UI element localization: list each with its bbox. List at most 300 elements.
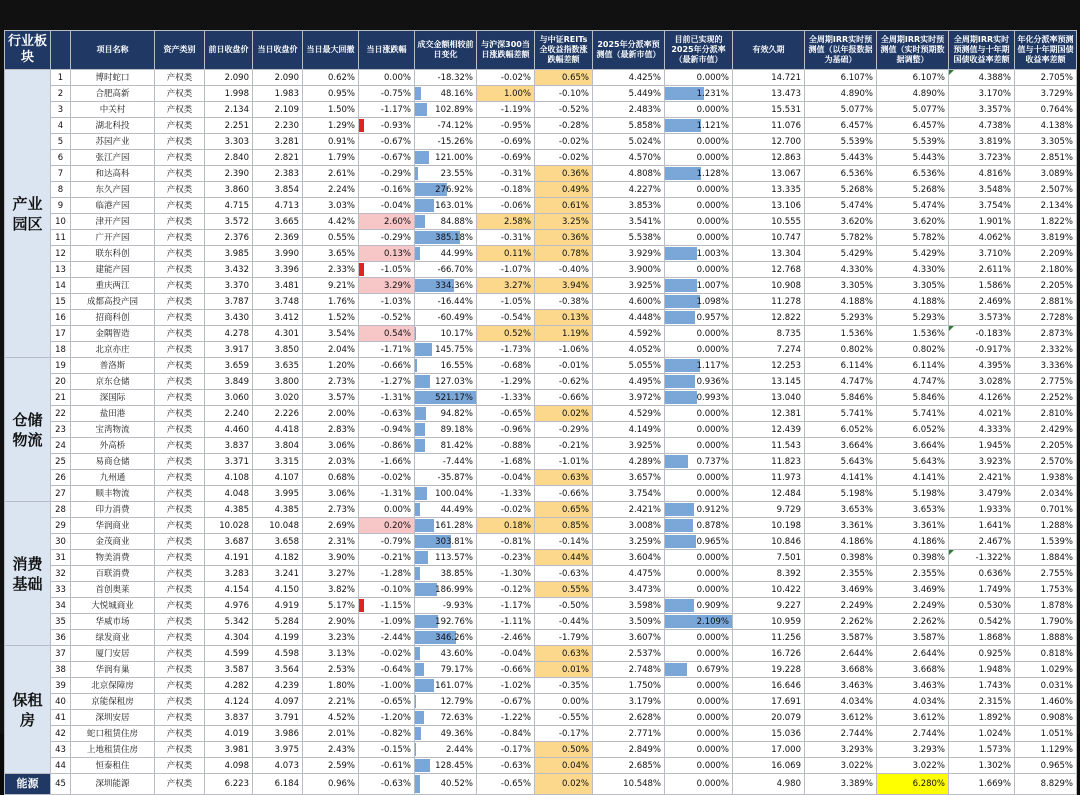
table-row[interactable] bbox=[5, 566, 1077, 582]
prev-close[interactable]: 3.303 bbox=[205, 134, 253, 150]
irr-spread[interactable]: 1.669% bbox=[949, 774, 1015, 795]
irr-full[interactable]: 5.443% bbox=[805, 150, 877, 166]
dist-2025[interactable]: 5.538% bbox=[593, 230, 665, 246]
dist-realized[interactable] bbox=[665, 278, 733, 294]
vs-hs300[interactable]: -0.02% bbox=[477, 70, 535, 86]
daily-change[interactable]: -0.67% bbox=[359, 134, 415, 150]
dist-2025[interactable]: 3.179% bbox=[593, 694, 665, 710]
prev-close[interactable]: 4.098 bbox=[205, 758, 253, 774]
daily-change[interactable] bbox=[359, 118, 415, 134]
dist-spread[interactable]: 1.888% bbox=[1015, 630, 1077, 646]
dist-spread[interactable]: 2.034% bbox=[1015, 486, 1077, 502]
prev-close[interactable]: 3.572 bbox=[205, 214, 253, 230]
project-name[interactable]: 合肥高新 bbox=[71, 86, 155, 102]
vs-reits-index[interactable]: -0.10% bbox=[535, 86, 593, 102]
max-drawdown[interactable]: 0.55% bbox=[303, 230, 359, 246]
comment-marker-icon[interactable] bbox=[949, 326, 954, 331]
prev-close[interactable]: 3.659 bbox=[205, 358, 253, 374]
irr-spread[interactable]: 1.586% bbox=[949, 278, 1015, 294]
close[interactable]: 3.412 bbox=[253, 310, 303, 326]
daily-change[interactable]: -1.31% bbox=[359, 486, 415, 502]
max-drawdown[interactable]: 3.57% bbox=[303, 390, 359, 406]
vs-reits-index[interactable]: -0.14% bbox=[535, 534, 593, 550]
dist-spread[interactable]: 2.881% bbox=[1015, 294, 1077, 310]
close[interactable]: 3.990 bbox=[253, 246, 303, 262]
duration[interactable]: 13.067 bbox=[733, 166, 805, 182]
irr-full[interactable]: 6.107% bbox=[805, 70, 877, 86]
vs-reits-index[interactable]: 1.19% bbox=[535, 326, 593, 342]
turnover-change[interactable] bbox=[415, 118, 477, 134]
irr-adjusted[interactable]: 5.741% bbox=[877, 406, 949, 422]
vs-reits-index[interactable]: 0.36% bbox=[535, 166, 593, 182]
dist-spread[interactable]: 2.705% bbox=[1015, 70, 1077, 86]
turnover-change[interactable] bbox=[415, 742, 477, 758]
irr-spread[interactable]: 4.816% bbox=[949, 166, 1015, 182]
project-name[interactable]: 宝湾物流 bbox=[71, 422, 155, 438]
dist-2025[interactable]: 1.750% bbox=[593, 678, 665, 694]
irr-spread[interactable]: 4.388% bbox=[949, 70, 1015, 86]
asset-type[interactable]: 产权类 bbox=[155, 646, 205, 662]
close[interactable]: 4.097 bbox=[253, 694, 303, 710]
vs-reits-index[interactable]: -0.62% bbox=[535, 374, 593, 390]
table-row[interactable] bbox=[5, 390, 1077, 406]
daily-change[interactable]: -0.29% bbox=[359, 230, 415, 246]
close[interactable]: 2.821 bbox=[253, 150, 303, 166]
dist-2025[interactable]: 4.425% bbox=[593, 70, 665, 86]
project-name[interactable]: 深圳能源 bbox=[71, 774, 155, 795]
project-name[interactable]: 印力消费 bbox=[71, 502, 155, 518]
vs-hs300[interactable]: -1.02% bbox=[477, 678, 535, 694]
dist-realized[interactable] bbox=[665, 694, 733, 710]
dist-realized[interactable] bbox=[665, 294, 733, 310]
asset-type[interactable]: 产权类 bbox=[155, 550, 205, 566]
dist-realized[interactable] bbox=[665, 614, 733, 630]
vs-reits-index[interactable]: 0.13% bbox=[535, 310, 593, 326]
irr-spread[interactable]: 1.945% bbox=[949, 438, 1015, 454]
dist-realized[interactable] bbox=[665, 118, 733, 134]
duration[interactable]: 13.106 bbox=[733, 198, 805, 214]
row-index[interactable]: 36 bbox=[51, 630, 71, 646]
irr-adjusted[interactable]: 2.644% bbox=[877, 646, 949, 662]
table-row[interactable] bbox=[5, 646, 1077, 662]
prev-close[interactable]: 4.385 bbox=[205, 502, 253, 518]
table-row[interactable] bbox=[5, 742, 1077, 758]
daily-change[interactable]: -0.02% bbox=[359, 646, 415, 662]
project-name[interactable]: 联东科创 bbox=[71, 246, 155, 262]
project-name[interactable]: 华润有巢 bbox=[71, 662, 155, 678]
duration[interactable]: 15.036 bbox=[733, 726, 805, 742]
irr-adjusted[interactable]: 6.052% bbox=[877, 422, 949, 438]
irr-spread[interactable]: 3.028% bbox=[949, 374, 1015, 390]
vs-hs300[interactable]: -1.33% bbox=[477, 486, 535, 502]
dist-2025[interactable]: 5.055% bbox=[593, 358, 665, 374]
irr-spread[interactable]: -1.322% bbox=[949, 550, 1015, 566]
vs-hs300[interactable]: -0.04% bbox=[477, 646, 535, 662]
irr-adjusted[interactable]: 6.457% bbox=[877, 118, 949, 134]
daily-change[interactable]: -0.82% bbox=[359, 726, 415, 742]
max-drawdown[interactable]: 2.24% bbox=[303, 182, 359, 198]
project-name[interactable]: 建能产园 bbox=[71, 262, 155, 278]
vs-reits-index[interactable]: 0.02% bbox=[535, 774, 593, 795]
duration[interactable]: 8.735 bbox=[733, 326, 805, 342]
project-name[interactable]: 华润商业 bbox=[71, 518, 155, 534]
irr-adjusted[interactable]: 5.782% bbox=[877, 230, 949, 246]
row-index[interactable]: 24 bbox=[51, 438, 71, 454]
dist-realized[interactable] bbox=[665, 342, 733, 358]
dist-spread[interactable]: 1.539% bbox=[1015, 534, 1077, 550]
project-name[interactable]: 招商科创 bbox=[71, 310, 155, 326]
vs-hs300[interactable]: 2.58% bbox=[477, 214, 535, 230]
irr-spread[interactable]: 4.395% bbox=[949, 358, 1015, 374]
dist-spread[interactable]: 2.205% bbox=[1015, 278, 1077, 294]
col-header-vs-hs300[interactable]: 与沪深300当日涨跌幅差额 bbox=[477, 31, 535, 70]
max-drawdown[interactable]: 2.21% bbox=[303, 694, 359, 710]
irr-full[interactable]: 5.643% bbox=[805, 454, 877, 470]
turnover-change[interactable] bbox=[415, 102, 477, 118]
close[interactable]: 3.481 bbox=[253, 278, 303, 294]
irr-full[interactable]: 0.398% bbox=[805, 550, 877, 566]
duration[interactable]: 10.959 bbox=[733, 614, 805, 630]
asset-type[interactable]: 产权类 bbox=[155, 694, 205, 710]
row-index[interactable]: 8 bbox=[51, 182, 71, 198]
irr-adjusted[interactable]: 4.141% bbox=[877, 470, 949, 486]
table-row[interactable] bbox=[5, 438, 1077, 454]
duration[interactable]: 12.484 bbox=[733, 486, 805, 502]
irr-adjusted[interactable]: 4.034% bbox=[877, 694, 949, 710]
dist-spread[interactable]: 1.029% bbox=[1015, 662, 1077, 678]
asset-type[interactable]: 产权类 bbox=[155, 166, 205, 182]
col-header-index[interactable] bbox=[51, 31, 71, 70]
irr-spread[interactable]: 0.925% bbox=[949, 646, 1015, 662]
table-row[interactable] bbox=[5, 454, 1077, 470]
max-drawdown[interactable]: 1.79% bbox=[303, 150, 359, 166]
row-index[interactable]: 23 bbox=[51, 422, 71, 438]
irr-spread[interactable]: 4.333% bbox=[949, 422, 1015, 438]
col-header-vs-reits-index[interactable]: 与中证REITs全收益指数涨跌幅差额 bbox=[535, 31, 593, 70]
close[interactable]: 3.315 bbox=[253, 454, 303, 470]
asset-type[interactable]: 产权类 bbox=[155, 582, 205, 598]
asset-type[interactable]: 产权类 bbox=[155, 118, 205, 134]
max-drawdown[interactable]: 2.73% bbox=[303, 374, 359, 390]
vs-hs300[interactable]: -0.54% bbox=[477, 310, 535, 326]
turnover-change[interactable] bbox=[415, 278, 477, 294]
daily-change[interactable]: -1.27% bbox=[359, 374, 415, 390]
dist-2025[interactable]: 3.900% bbox=[593, 262, 665, 278]
prev-close[interactable]: 4.976 bbox=[205, 598, 253, 614]
asset-type[interactable]: 产权类 bbox=[155, 470, 205, 486]
turnover-change[interactable] bbox=[415, 502, 477, 518]
duration[interactable]: 10.198 bbox=[733, 518, 805, 534]
turnover-change[interactable] bbox=[415, 294, 477, 310]
row-index[interactable]: 10 bbox=[51, 214, 71, 230]
col-header-turnover-change[interactable]: 成交金额相较前日变化 bbox=[415, 31, 477, 70]
close[interactable]: 3.975 bbox=[253, 742, 303, 758]
row-index[interactable]: 27 bbox=[51, 486, 71, 502]
row-index[interactable]: 6 bbox=[51, 150, 71, 166]
duration[interactable]: 10.747 bbox=[733, 230, 805, 246]
irr-spread[interactable]: 3.754% bbox=[949, 198, 1015, 214]
vs-hs300[interactable]: -1.29% bbox=[477, 374, 535, 390]
asset-type[interactable]: 产权类 bbox=[155, 326, 205, 342]
project-name[interactable]: 津开产园 bbox=[71, 214, 155, 230]
max-drawdown[interactable]: 1.50% bbox=[303, 102, 359, 118]
daily-change[interactable]: 0.13% bbox=[359, 246, 415, 262]
row-index[interactable]: 14 bbox=[51, 278, 71, 294]
close[interactable]: 3.854 bbox=[253, 182, 303, 198]
irr-full[interactable]: 2.644% bbox=[805, 646, 877, 662]
dist-2025[interactable]: 3.259% bbox=[593, 534, 665, 550]
irr-full[interactable]: 3.305% bbox=[805, 278, 877, 294]
duration[interactable]: 8.392 bbox=[733, 566, 805, 582]
project-name[interactable]: 广开产园 bbox=[71, 230, 155, 246]
daily-change[interactable] bbox=[359, 598, 415, 614]
vs-reits-index[interactable]: -0.40% bbox=[535, 262, 593, 278]
vs-hs300[interactable]: 3.27% bbox=[477, 278, 535, 294]
project-name[interactable]: 张江产园 bbox=[71, 150, 155, 166]
dist-realized[interactable] bbox=[665, 390, 733, 406]
irr-full[interactable]: 3.469% bbox=[805, 582, 877, 598]
vs-reits-index[interactable]: -0.66% bbox=[535, 390, 593, 406]
irr-adjusted[interactable]: 2.355% bbox=[877, 566, 949, 582]
table-row[interactable] bbox=[5, 630, 1077, 646]
dist-realized[interactable] bbox=[665, 182, 733, 198]
close[interactable]: 5.284 bbox=[253, 614, 303, 630]
irr-adjusted[interactable]: 5.268% bbox=[877, 182, 949, 198]
prev-close[interactable]: 3.985 bbox=[205, 246, 253, 262]
irr-full[interactable]: 1.536% bbox=[805, 326, 877, 342]
close[interactable]: 3.665 bbox=[253, 214, 303, 230]
max-drawdown[interactable]: 2.33% bbox=[303, 262, 359, 278]
daily-change[interactable]: -0.94% bbox=[359, 422, 415, 438]
turnover-change[interactable] bbox=[415, 486, 477, 502]
close[interactable]: 4.150 bbox=[253, 582, 303, 598]
irr-adjusted[interactable]: 5.539% bbox=[877, 134, 949, 150]
irr-spread[interactable]: 3.170% bbox=[949, 86, 1015, 102]
irr-adjusted[interactable]: 5.077% bbox=[877, 102, 949, 118]
close[interactable]: 3.850 bbox=[253, 342, 303, 358]
duration[interactable]: 13.473 bbox=[733, 86, 805, 102]
prev-close[interactable]: 2.090 bbox=[205, 70, 253, 86]
vs-hs300[interactable]: -1.07% bbox=[477, 262, 535, 278]
max-drawdown[interactable]: 2.61% bbox=[303, 166, 359, 182]
turnover-change[interactable] bbox=[415, 710, 477, 726]
irr-adjusted[interactable]: 2.262% bbox=[877, 614, 949, 630]
close[interactable]: 2.383 bbox=[253, 166, 303, 182]
dist-realized[interactable] bbox=[665, 406, 733, 422]
daily-change[interactable]: -0.64% bbox=[359, 662, 415, 678]
turnover-change[interactable] bbox=[415, 342, 477, 358]
turnover-change[interactable] bbox=[415, 326, 477, 342]
irr-adjusted[interactable]: 5.443% bbox=[877, 150, 949, 166]
dist-realized[interactable] bbox=[665, 454, 733, 470]
asset-type[interactable]: 产权类 bbox=[155, 374, 205, 390]
dist-2025[interactable]: 4.149% bbox=[593, 422, 665, 438]
duration[interactable]: 13.040 bbox=[733, 390, 805, 406]
project-name[interactable]: 大悦城商业 bbox=[71, 598, 155, 614]
vs-reits-index[interactable]: -0.50% bbox=[535, 598, 593, 614]
daily-change[interactable]: -0.04% bbox=[359, 198, 415, 214]
dist-spread[interactable]: 2.429% bbox=[1015, 422, 1077, 438]
duration[interactable]: 12.863 bbox=[733, 150, 805, 166]
table-row[interactable] bbox=[5, 70, 1077, 86]
asset-type[interactable]: 产权类 bbox=[155, 614, 205, 630]
table-row[interactable] bbox=[5, 86, 1077, 102]
table-row[interactable] bbox=[5, 150, 1077, 166]
max-drawdown[interactable]: 1.80% bbox=[303, 678, 359, 694]
asset-type[interactable]: 产权类 bbox=[155, 358, 205, 374]
row-index[interactable]: 31 bbox=[51, 550, 71, 566]
turnover-change[interactable] bbox=[415, 230, 477, 246]
turnover-change[interactable] bbox=[415, 646, 477, 662]
table-row[interactable] bbox=[5, 614, 1077, 630]
irr-full[interactable]: 5.198% bbox=[805, 486, 877, 502]
vs-hs300[interactable]: -0.84% bbox=[477, 726, 535, 742]
row-index[interactable]: 37 bbox=[51, 646, 71, 662]
vs-reits-index[interactable]: 0.44% bbox=[535, 550, 593, 566]
prev-close[interactable]: 3.283 bbox=[205, 566, 253, 582]
irr-adjusted[interactable]: 4.747% bbox=[877, 374, 949, 390]
row-index[interactable]: 17 bbox=[51, 326, 71, 342]
col-header-sector[interactable]: 行业板块 bbox=[5, 31, 51, 70]
duration[interactable]: 7.501 bbox=[733, 550, 805, 566]
vs-hs300[interactable]: -0.69% bbox=[477, 134, 535, 150]
dist-spread[interactable]: 0.818% bbox=[1015, 646, 1077, 662]
max-drawdown[interactable]: 2.73% bbox=[303, 502, 359, 518]
irr-adjusted[interactable]: 3.668% bbox=[877, 662, 949, 678]
daily-change[interactable] bbox=[359, 262, 415, 278]
table-row[interactable] bbox=[5, 422, 1077, 438]
close[interactable]: 2.090 bbox=[253, 70, 303, 86]
irr-spread[interactable]: 1.743% bbox=[949, 678, 1015, 694]
project-name[interactable]: 东久产园 bbox=[71, 182, 155, 198]
vs-reits-index[interactable]: 0.01% bbox=[535, 662, 593, 678]
duration[interactable]: 10.908 bbox=[733, 278, 805, 294]
max-drawdown[interactable]: 9.21% bbox=[303, 278, 359, 294]
irr-adjusted[interactable]: 5.846% bbox=[877, 390, 949, 406]
dist-realized[interactable] bbox=[665, 630, 733, 646]
daily-change[interactable]: 2.60% bbox=[359, 214, 415, 230]
daily-change[interactable]: -1.00% bbox=[359, 678, 415, 694]
vs-reits-index[interactable]: -0.29% bbox=[535, 422, 593, 438]
vs-hs300[interactable]: -1.73% bbox=[477, 342, 535, 358]
irr-full[interactable]: 6.114% bbox=[805, 358, 877, 374]
irr-spread[interactable]: 3.479% bbox=[949, 486, 1015, 502]
daily-change[interactable]: -0.21% bbox=[359, 550, 415, 566]
max-drawdown[interactable]: 4.42% bbox=[303, 214, 359, 230]
dist-2025[interactable]: 4.448% bbox=[593, 310, 665, 326]
asset-type[interactable]: 产权类 bbox=[155, 70, 205, 86]
prev-close[interactable]: 4.048 bbox=[205, 486, 253, 502]
duration[interactable]: 16.726 bbox=[733, 646, 805, 662]
col-header-duration[interactable]: 有效久期 bbox=[733, 31, 805, 70]
dist-spread[interactable]: 2.209% bbox=[1015, 246, 1077, 262]
max-drawdown[interactable]: 2.53% bbox=[303, 662, 359, 678]
asset-type[interactable]: 产权类 bbox=[155, 182, 205, 198]
close[interactable]: 2.109 bbox=[253, 102, 303, 118]
vs-reits-index[interactable]: -0.44% bbox=[535, 614, 593, 630]
max-drawdown[interactable]: 3.23% bbox=[303, 630, 359, 646]
duration[interactable]: 11.823 bbox=[733, 454, 805, 470]
irr-adjusted[interactable]: 3.664% bbox=[877, 438, 949, 454]
dist-2025[interactable]: 5.858% bbox=[593, 118, 665, 134]
irr-spread[interactable]: 3.548% bbox=[949, 182, 1015, 198]
prev-close[interactable]: 2.376 bbox=[205, 230, 253, 246]
project-name[interactable]: 深圳安居 bbox=[71, 710, 155, 726]
asset-type[interactable]: 产权类 bbox=[155, 630, 205, 646]
asset-type[interactable]: 产权类 bbox=[155, 86, 205, 102]
irr-spread[interactable]: -0.917% bbox=[949, 342, 1015, 358]
close[interactable]: 3.658 bbox=[253, 534, 303, 550]
close[interactable]: 1.983 bbox=[253, 86, 303, 102]
vs-reits-index[interactable]: 0.61% bbox=[535, 198, 593, 214]
dist-realized[interactable] bbox=[665, 646, 733, 662]
duration[interactable]: 11.973 bbox=[733, 470, 805, 486]
vs-hs300[interactable]: -1.11% bbox=[477, 614, 535, 630]
irr-adjusted[interactable]: 6.114% bbox=[877, 358, 949, 374]
row-index[interactable]: 30 bbox=[51, 534, 71, 550]
irr-full[interactable]: 4.186% bbox=[805, 534, 877, 550]
dist-spread[interactable]: 3.089% bbox=[1015, 166, 1077, 182]
daily-change[interactable]: -0.65% bbox=[359, 694, 415, 710]
dist-realized[interactable] bbox=[665, 358, 733, 374]
max-drawdown[interactable]: 1.29% bbox=[303, 118, 359, 134]
row-index[interactable]: 34 bbox=[51, 598, 71, 614]
close[interactable]: 3.995 bbox=[253, 486, 303, 502]
irr-spread[interactable]: 3.923% bbox=[949, 454, 1015, 470]
turnover-change[interactable] bbox=[415, 694, 477, 710]
close[interactable]: 4.107 bbox=[253, 470, 303, 486]
irr-full[interactable]: 3.612% bbox=[805, 710, 877, 726]
dist-2025[interactable]: 4.289% bbox=[593, 454, 665, 470]
vs-hs300[interactable]: -0.65% bbox=[477, 774, 535, 795]
irr-adjusted[interactable]: 0.398% bbox=[877, 550, 949, 566]
irr-full[interactable]: 2.744% bbox=[805, 726, 877, 742]
irr-spread[interactable]: 0.636% bbox=[949, 566, 1015, 582]
max-drawdown[interactable]: 2.69% bbox=[303, 518, 359, 534]
prev-close[interactable]: 3.917 bbox=[205, 342, 253, 358]
irr-spread[interactable]: 2.469% bbox=[949, 294, 1015, 310]
asset-type[interactable]: 产权类 bbox=[155, 742, 205, 758]
vs-reits-index[interactable]: -0.38% bbox=[535, 294, 593, 310]
prev-close[interactable]: 3.587 bbox=[205, 662, 253, 678]
vs-hs300[interactable]: -1.19% bbox=[477, 102, 535, 118]
dist-realized[interactable] bbox=[665, 534, 733, 550]
close[interactable]: 3.281 bbox=[253, 134, 303, 150]
close[interactable]: 2.230 bbox=[253, 118, 303, 134]
dist-spread[interactable]: 2.332% bbox=[1015, 342, 1077, 358]
row-index[interactable]: 13 bbox=[51, 262, 71, 278]
vs-hs300[interactable]: -0.69% bbox=[477, 150, 535, 166]
dist-realized[interactable] bbox=[665, 166, 733, 182]
irr-full[interactable]: 5.268% bbox=[805, 182, 877, 198]
table-row[interactable] bbox=[5, 246, 1077, 262]
duration[interactable]: 17.000 bbox=[733, 742, 805, 758]
dist-spread[interactable]: 2.205% bbox=[1015, 438, 1077, 454]
vs-reits-index[interactable]: 0.63% bbox=[535, 646, 593, 662]
dist-spread[interactable]: 1.884% bbox=[1015, 550, 1077, 566]
sector-label[interactable]: 消费基础 bbox=[5, 502, 51, 646]
irr-full[interactable]: 4.034% bbox=[805, 694, 877, 710]
vs-reits-index[interactable]: -1.01% bbox=[535, 454, 593, 470]
project-name[interactable]: 恒泰租住 bbox=[71, 758, 155, 774]
asset-type[interactable]: 产权类 bbox=[155, 454, 205, 470]
table-row[interactable] bbox=[5, 262, 1077, 278]
irr-full[interactable]: 5.782% bbox=[805, 230, 877, 246]
dist-spread[interactable]: 8.829% bbox=[1015, 774, 1077, 795]
prev-close[interactable]: 4.191 bbox=[205, 550, 253, 566]
asset-type[interactable]: 产权类 bbox=[155, 150, 205, 166]
project-name[interactable]: 湖北科投 bbox=[71, 118, 155, 134]
